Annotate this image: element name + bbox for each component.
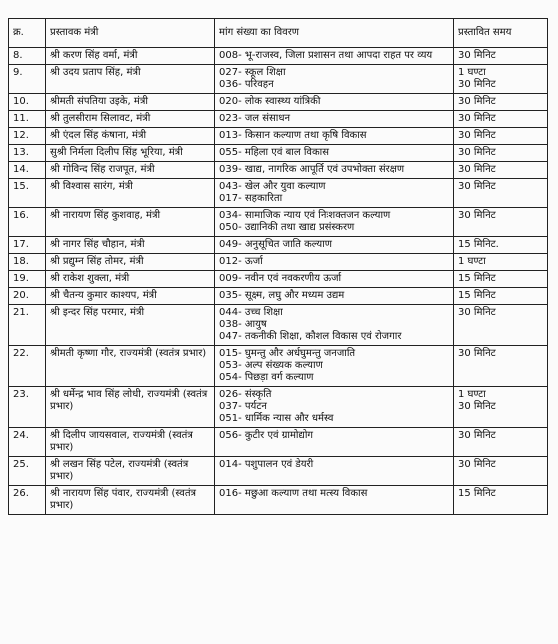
cell-minister: श्री राकेश शुक्ला, मंत्री xyxy=(46,271,215,288)
demand-item: 034- सामाजिक न्याय एवं निःशक्तजन कल्याण xyxy=(219,210,391,221)
cell-demands xyxy=(215,271,454,288)
table-row xyxy=(9,94,548,111)
time-item: 30 मिनिट xyxy=(458,181,496,192)
time-item: 1 घण्टा xyxy=(458,67,486,78)
cell-sr: 20. xyxy=(9,288,46,305)
cell-time xyxy=(454,48,548,65)
table-row xyxy=(9,208,548,237)
time-item: 30 मिनिट xyxy=(458,50,496,61)
cell-minister: सुश्री निर्मला दिलीप सिंह भूरिया, मंत्री xyxy=(46,145,215,162)
time-item: 1 घण्टा xyxy=(458,256,486,267)
time-item: 15 मिनिट xyxy=(458,488,496,499)
demand-item: 049- अनुसूचित जाति कल्याण xyxy=(219,239,332,250)
demand-item: 039- खाद्य, नागरिक आपूर्ति एवं उपभोक्ता संरक्षण xyxy=(219,164,405,175)
time-item: 30 मिनिट xyxy=(458,210,496,221)
cell-time xyxy=(454,179,548,208)
time-item: 15 मिनिट. xyxy=(458,239,499,250)
demand-item: 015- घुमन्तु और अर्धघुमन्तु जनजाति xyxy=(219,348,356,359)
time-item: 30 मिनिट xyxy=(458,147,496,158)
demand-item: 036- परिवहन xyxy=(219,79,274,90)
time-item: 15 मिनिट xyxy=(458,290,496,301)
cell-time xyxy=(454,288,548,305)
cell-time xyxy=(454,254,548,271)
cell-sr: 17. xyxy=(9,237,46,254)
cell-sr: 19. xyxy=(9,271,46,288)
demand-item: 043- खेल और युवा कल्याण xyxy=(219,181,326,192)
cell-time xyxy=(454,94,548,111)
cell-minister: श्री धर्मेन्द्र भाव सिंह लोधी, राज्यमंत्री (स्वतंत्र प्रभार) xyxy=(46,387,215,428)
cell-sr: 21. xyxy=(9,305,46,346)
demand-item: 055- महिला एवं बाल विकास xyxy=(219,147,330,158)
header-row xyxy=(9,19,548,48)
cell-minister: श्री विश्वास सारंग, मंत्री xyxy=(46,179,215,208)
cell-demands xyxy=(215,254,454,271)
time-item: 30 मिनिट xyxy=(458,79,496,90)
cell-time xyxy=(454,208,548,237)
cell-sr: 9. xyxy=(9,65,46,94)
cell-minister: श्री गोविन्द सिंह राजपूत, मंत्री xyxy=(46,162,215,179)
cell-demands xyxy=(215,128,454,145)
time-item: 30 मिनिट xyxy=(458,113,496,124)
demand-item: 053- अल्प संख्यक कल्याण xyxy=(219,360,323,371)
demand-item: 050- उद्यानिकी तथा खाद्य प्रसंस्करण xyxy=(219,222,355,233)
header-time: प्रस्तावित समय xyxy=(454,19,548,48)
cell-time xyxy=(454,305,548,346)
demand-item: 035- सूक्ष्म, लघु और मध्यम उद्यम xyxy=(219,290,345,301)
cell-minister: श्री तुलसीराम सिलावट, मंत्री xyxy=(46,111,215,128)
table-row xyxy=(9,271,548,288)
demand-item: 037- पर्यटन xyxy=(219,401,267,412)
cell-sr: 14. xyxy=(9,162,46,179)
demand-item: 009- नवीन एवं नवकरणीय ऊर्जा xyxy=(219,273,342,284)
cell-sr: 13. xyxy=(9,145,46,162)
cell-time xyxy=(454,145,548,162)
table-row xyxy=(9,48,548,65)
cell-demands xyxy=(215,111,454,128)
time-item: 30 मिनिट xyxy=(458,401,496,412)
table-row xyxy=(9,486,548,515)
table-row xyxy=(9,254,548,271)
cell-demands xyxy=(215,208,454,237)
cell-time xyxy=(454,237,548,254)
cell-time xyxy=(454,271,548,288)
cell-sr: 8. xyxy=(9,48,46,65)
time-item: 30 मिनिट xyxy=(458,96,496,107)
demand-item: 056- कुटीर एवं ग्रामोद्योग xyxy=(219,430,314,441)
time-item: 30 मिनिट xyxy=(458,164,496,175)
cell-sr: 10. xyxy=(9,94,46,111)
table-row xyxy=(9,237,548,254)
demand-item: 051- धार्मिक न्यास और धर्मस्व xyxy=(219,413,334,424)
cell-demands xyxy=(215,94,454,111)
cell-minister: श्री नारायण सिंह कुशवाह, मंत्री xyxy=(46,208,215,237)
cell-minister: श्री करण सिंह वर्मा, मंत्री xyxy=(46,48,215,65)
demand-item: 026- संस्कृति xyxy=(219,389,272,400)
demand-item: 012- ऊर्जा xyxy=(219,256,263,267)
cell-time xyxy=(454,65,548,94)
demand-item: 014- पशुपालन एवं डेयरी xyxy=(219,459,314,470)
table-row xyxy=(9,179,548,208)
cell-demands xyxy=(215,145,454,162)
header-demand: मांग संख्या का विवरण xyxy=(215,19,454,48)
table-row xyxy=(9,387,548,428)
cell-demands xyxy=(215,457,454,486)
table-row xyxy=(9,145,548,162)
cell-minister: श्री लखन सिंह पटेल, राज्यमंत्री (स्वतंत्र प्रभार) xyxy=(46,457,215,486)
cell-demands xyxy=(215,428,454,457)
cell-minister: श्री चैतन्य कुमार काश्यप, मंत्री xyxy=(46,288,215,305)
cell-time xyxy=(454,387,548,428)
table-row xyxy=(9,162,548,179)
demand-item: 047- तकनीकी शिक्षा, कौशल विकास एवं रोजगार xyxy=(219,331,402,342)
cell-demands xyxy=(215,387,454,428)
cell-minister: श्री एंदल सिंह कंषाना, मंत्री xyxy=(46,128,215,145)
time-item: 1 घण्टा xyxy=(458,389,486,400)
cell-sr: 12. xyxy=(9,128,46,145)
cell-sr: 11. xyxy=(9,111,46,128)
cell-demands xyxy=(215,65,454,94)
table-row xyxy=(9,65,548,94)
cell-demands xyxy=(215,179,454,208)
table-row xyxy=(9,305,548,346)
cell-time xyxy=(454,111,548,128)
table-row xyxy=(9,457,548,486)
demand-item: 013- किसान कल्याण तथा कृषि विकास xyxy=(219,130,367,141)
cell-time xyxy=(454,162,548,179)
cell-minister: श्री नागर सिंह चौहान, मंत्री xyxy=(46,237,215,254)
time-item: 30 मिनिट xyxy=(458,307,496,318)
cell-sr: 22. xyxy=(9,346,46,387)
time-item: 15 मिनिट xyxy=(458,273,496,284)
demand-item: 016- मछुआ कल्याण तथा मत्स्य विकास xyxy=(219,488,368,499)
cell-sr: 24. xyxy=(9,428,46,457)
cell-demands xyxy=(215,486,454,515)
cell-sr: 18. xyxy=(9,254,46,271)
table-row xyxy=(9,128,548,145)
cell-demands xyxy=(215,305,454,346)
cell-minister: श्रीमती संपतिया उइके, मंत्री xyxy=(46,94,215,111)
table-row xyxy=(9,288,548,305)
table-row xyxy=(9,428,548,457)
time-item: 30 मिनिट xyxy=(458,430,496,441)
demand-item: 044- उच्च शिक्षा xyxy=(219,307,283,318)
cell-demands xyxy=(215,48,454,65)
cell-sr: 23. xyxy=(9,387,46,428)
header-sr: क्र. xyxy=(9,19,46,48)
cell-time xyxy=(454,346,548,387)
table-body xyxy=(9,48,548,515)
time-item: 30 मिनिट xyxy=(458,348,496,359)
cell-demands xyxy=(215,346,454,387)
demand-item: 008- भू-राजस्व, जिला प्रशासन तथा आपदा राहत पर व्यय xyxy=(219,50,433,61)
time-item: 30 मिनिट xyxy=(458,459,496,470)
cell-minister: श्री नारायण सिंह पंवार, राज्यमंत्री (स्वतंत्र प्रभार) xyxy=(46,486,215,515)
cell-sr: 16. xyxy=(9,208,46,237)
cell-minister: श्री इन्दर सिंह परमार, मंत्री xyxy=(46,305,215,346)
cell-minister: श्री उदय प्रताप सिंह, मंत्री xyxy=(46,65,215,94)
demand-item: 020- लोक स्वास्थ्य यांत्रिकी xyxy=(219,96,321,107)
cell-time xyxy=(454,486,548,515)
cell-minister: श्री दिलीप जायसवाल, राज्यमंत्री (स्वतंत्र प्रभार) xyxy=(46,428,215,457)
table-row xyxy=(9,111,548,128)
demand-item: 038- आयुष xyxy=(219,319,267,330)
cell-demands xyxy=(215,237,454,254)
cell-time xyxy=(454,128,548,145)
demand-item: 054- पिछड़ा वर्ग कल्याण xyxy=(219,372,314,383)
time-item: 30 मिनिट xyxy=(458,130,496,141)
cell-demands xyxy=(215,288,454,305)
cell-time xyxy=(454,428,548,457)
cell-time xyxy=(454,457,548,486)
table-row xyxy=(9,346,548,387)
cell-sr: 26. xyxy=(9,486,46,515)
demand-item: 017- सहकारिता xyxy=(219,193,283,204)
header-minister: प्रस्तावक मंत्री xyxy=(46,19,215,48)
cell-minister: श्री प्रद्युम्न सिंह तोमर, मंत्री xyxy=(46,254,215,271)
demand-item: 023- जल संसाधन xyxy=(219,113,291,124)
demand-item: 027- स्कूल शिक्षा xyxy=(219,67,286,78)
cell-demands xyxy=(215,162,454,179)
cell-sr: 15. xyxy=(9,179,46,208)
cell-minister: श्रीमती कृष्णा गौर, राज्यमंत्री (स्वतंत्र प्रभार) xyxy=(46,346,215,387)
cell-sr: 25. xyxy=(9,457,46,486)
demand-table xyxy=(8,18,548,515)
